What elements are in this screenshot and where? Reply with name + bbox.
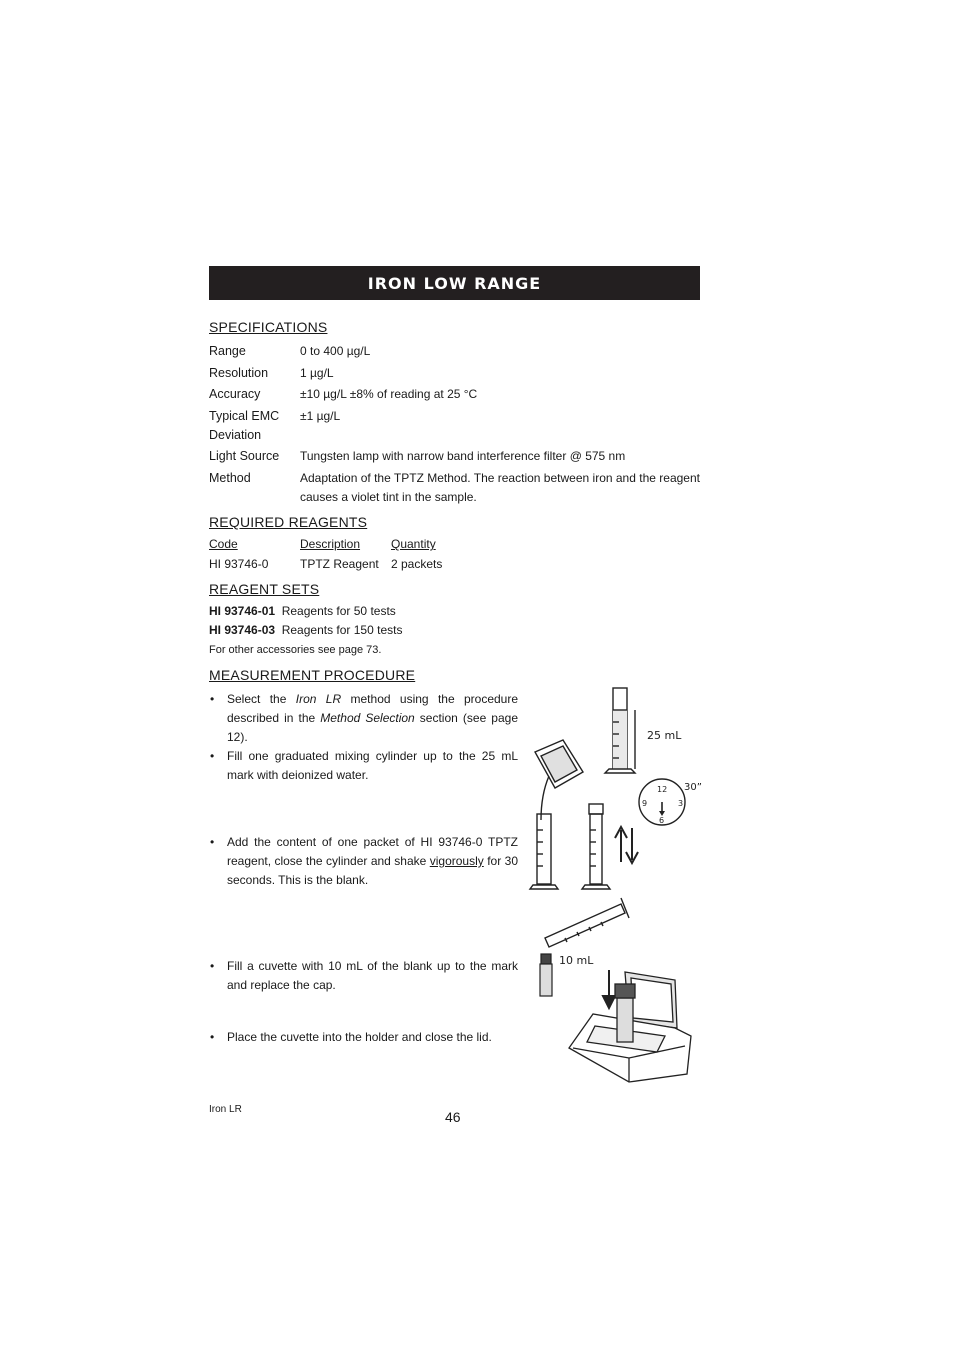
cuvette-icon (540, 954, 552, 996)
svg-text:9: 9 (642, 799, 648, 808)
procedure-step-2: • Fill one graduated mixing cylinder up to the 25 mL mark with deionized water. (210, 749, 518, 782)
page-number: 46 (445, 1109, 461, 1125)
page-title: IRON LOW RANGE (209, 266, 700, 300)
reagent-packet-icon (535, 740, 583, 820)
meter-icon (569, 972, 691, 1082)
reagent-set-item (209, 602, 396, 621)
spec-value-resolution: 1 µg/L (300, 366, 334, 380)
procedure-step-1: • Select the Iron LR method using the procedure described in the Method Selection section (see page 12). (210, 692, 519, 744)
spec-label-emc: Typical EMC (209, 409, 280, 423)
mixing-cylinder-icon (530, 814, 558, 889)
procedure-step-4: • Fill a cuvette with 10 mL of the blank up to the mark and replace the cap. (210, 959, 518, 992)
spec-label-light-source: Light Source (209, 449, 280, 463)
reagent-set-code: HI 93746-01 (209, 604, 276, 618)
column-header-quantity: Quantity (391, 537, 436, 551)
bullet-icon: • (210, 1030, 215, 1044)
spec-label-range: Range (209, 344, 246, 358)
svg-text:3: 3 (678, 799, 684, 808)
bullet-icon: • (210, 959, 215, 973)
spec-value-light-source: Tungsten lamp with narrow band interference filter @ 575 nm (300, 449, 626, 463)
reagent-set-code: HI 93746-03 (209, 623, 276, 637)
procedure-step-3: • Add the content of one packet of HI 93746-0 TPTZ reagent, close the cylinder and shake vigorously for 30 seconds. This is the blank. (210, 835, 518, 887)
shake-arrows-icon (615, 827, 638, 863)
bullet-icon: • (210, 692, 215, 706)
reagent-sets-heading: REAGENT SETS (209, 581, 320, 597)
closed-cylinder-icon (582, 804, 610, 889)
procedure-step-5: • Place the cuvette into the holder and close the lid. (210, 1028, 518, 1047)
required-reagents-heading: REQUIRED REAGENTS (209, 514, 368, 530)
bullet-icon: • (210, 749, 215, 763)
cylinder-volume-label: 25 mL (647, 729, 682, 742)
spec-label-method: Method (209, 471, 251, 485)
spec-label-emc-2: Deviation (209, 428, 262, 442)
spec-value-range: 0 to 400 µg/L (300, 344, 371, 358)
reagent-set-text: Reagents for 50 tests (281, 604, 396, 618)
accessories-note: For other accessories see page 73. (209, 644, 382, 656)
spec-label-resolution: Resolution (209, 366, 269, 380)
spec-value-emc: ±1 µg/L (300, 409, 341, 423)
measurement-procedure-heading: MEASUREMENT PROCEDURE (209, 667, 416, 683)
graduated-cylinder-icon (605, 688, 635, 773)
cuvette-volume-label: 10 mL (559, 954, 594, 967)
spec-value-method: Adaptation of the TPTZ Method. The reaction between iron and the reagent causes a violet tint in the sample. (300, 471, 700, 504)
procedure-illustration (525, 680, 705, 1090)
spec-value-accuracy: ±10 µg/L ±8% of reading at 25 °C (300, 387, 478, 401)
svg-text:6: 6 (659, 816, 665, 825)
reagent-description: TPTZ Reagent (300, 557, 379, 571)
column-header-description: Description (300, 537, 361, 551)
svg-text:12: 12 (657, 785, 668, 794)
column-header-code: Code (209, 537, 238, 551)
footer-section-label: Iron LR (209, 1104, 242, 1115)
bullet-icon: • (210, 835, 215, 849)
time-label: 30” (684, 782, 702, 793)
reagent-set-text: Reagents for 150 tests (281, 623, 403, 637)
reagent-code: HI 93746-0 (209, 557, 269, 571)
reagent-set-item (209, 621, 402, 640)
clock-icon (639, 779, 685, 825)
specifications-heading: SPECIFICATIONS (209, 319, 328, 335)
spec-label-accuracy: Accuracy (209, 387, 261, 401)
pouring-cylinder-icon (545, 898, 629, 947)
down-arrow-icon (603, 970, 615, 1008)
reagent-quantity: 2 packets (391, 557, 443, 571)
